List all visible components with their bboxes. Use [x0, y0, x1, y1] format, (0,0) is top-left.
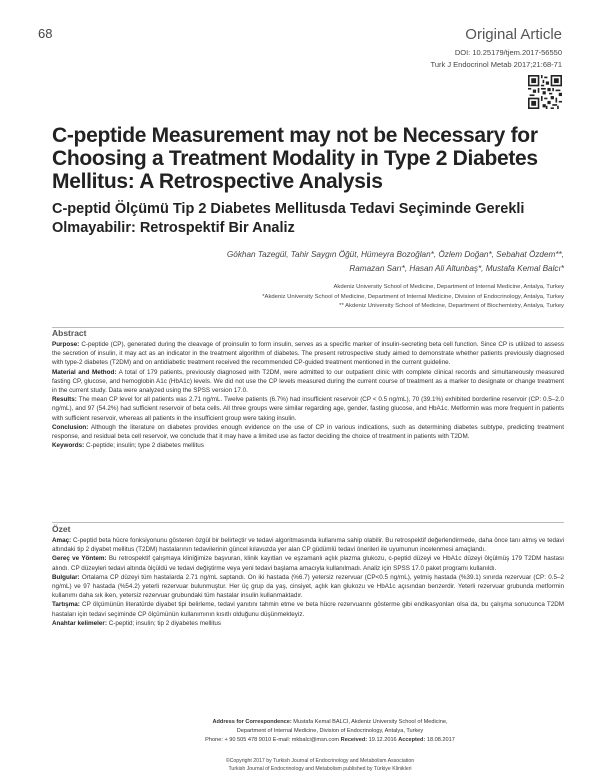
copyright-line: Turkish Journal of Endocrinology and Metabolism published by Türkiye Klinikleri — [228, 766, 412, 772]
affiliation: ** Akdeniz University School of Medicine, Department of Biochemistry, Antalya, Turkey — [339, 303, 564, 309]
ozet-gerec: Gereç ve Yöntem: Bu retrospektif çalışmaya kliniğimize başvuran, klinik kayıtları ve eşzamanlı açlık plazma glukozu, c-peptid düzeyi ve HbA1c düzeyi ölçülmüş 179 T2DM hastası alındı. CP düzeyleri tedavi altında ölçüldü ve tedavi değiştirme veya yeni tedavi başlama amacıyla kullanılmadı. Analiz için SPSS 17.0 paket programı kullanıldı. — [52, 555, 564, 572]
accepted-date: 18.08.2017 — [426, 737, 455, 743]
affiliations — [124, 283, 564, 312]
correspondence-label: Address for Correspondence: — [212, 719, 292, 725]
abstract-results: Results: The mean CP level for all patients was 2.71 ng/mL. Twelve patients (6.7%) had insufficient reservoir (CP < 0.5 ng/mL), 70 (39.1%) exhibited borderline reservoir (CP: 0.5–2.0 ng/mL), and 97 (54.2%) had sufficient reservoir of beta cells. All three groups were similar regarding age, gender, fasting glucose, and HbA1c. Metformin was more frequent in patients with sufficient reservoir, whereas all patients in the insufficient group were taking insulin. — [52, 396, 564, 422]
correspondence-line: Mustafa Kemal BALCI, Akdeniz University School of Medicine, — [293, 719, 448, 725]
doi[interactable]: DOI: 10.25179/tjem.2017-56550 — [454, 48, 562, 57]
ozet-tartisma: Tartışma: CP ölçümünün literatürde diyabet tipi belirleme, tedavi yanıtını tahmin etme ve beta hücre rezervuarını gösterme gibi endikasyonları olsa da, bu çalışma sonucunca T2DM hastaları için tedavi seçiminde CP ölçümünün kullanımının kısıtlı olduğunu düşünmekteyiz. — [52, 601, 565, 618]
abstract-heading: Abstract — [52, 328, 87, 338]
affiliation: *Akdeniz University School of Medicine, Department of Internal Medicine, Division of Endocrinology, Antalya, Turkey — [262, 293, 564, 300]
ozet-body — [52, 536, 564, 628]
article-type: Original Article — [465, 26, 562, 43]
journal-reference: Turk J Endocrinol Metab 2017;21:68-71 — [430, 60, 562, 69]
authors-line-1: Gökhan Tazegül, Tahir Saygın Öğüt, Hümeyra Bozoğlan*, Özlem Doğan*, Sebahat Özdem**, — [226, 250, 564, 259]
ozet-anahtar: Anahtar kelimeler: C-peptid; insulin; tip 2 diyabetes mellitus — [52, 619, 222, 627]
article-title-english: C-peptide Measurement may not be Necessary for Choosing a Treatment Modality in Type 2 Diabetes Mellitus: A Retrospective Analysis — [52, 124, 538, 193]
authors-line-2: Ramazan Sarı*, Hasan Ali Altunbaş*, Mustafa Kemal Balcı* — [349, 264, 564, 273]
ozet-amac: Amaç: C-peptid beta hücre fonksiyonunu gösteren özgül bir belirteçtir ve tedavi algoritmasında kullanıma sahip olabilir. Bu retrospektif değerlendirmede, daha önce tanı almış ve tedavi altındaki tip 2 diyabet mellitus (T2DM) hastalarının tedavilerinin güncel kılavuzda yer alan CP güdümlü tedavi önerileri ile uyumunun incelenmesi amaçlandı. — [52, 537, 564, 554]
article-title-turkish: C-peptid Ölçümü Tip 2 Diabetes Mellitusda Tedavi Seçiminde Gerekli Olmayabilir: Retrospektif Bir Analiz — [52, 201, 525, 236]
ozet-divider — [52, 522, 564, 523]
abstract-divider — [52, 327, 564, 328]
copyright — [110, 757, 530, 773]
copyright-line: ©Copyright 2017 by Turkish Journal of Endocrinology and Metabolism Association — [225, 758, 415, 764]
abstract-keywords: Keywords: C-peptide; insulin; type 2 diabetes mellitus — [52, 442, 204, 450]
page-number: 68 — [38, 26, 53, 41]
abstract-body — [52, 340, 564, 450]
abstract-conclusion: Conclusion: Although the literature on diabetes provides enough evidence on the use of CP in various indications, such as determining diabetes subtype, predicting treatment response, and residual beta cell reservoir, we conclude that it may have a limited use as factor deciding the choice of treatment in patients with T2DM. — [52, 423, 564, 441]
ozet-heading: Özet — [52, 524, 71, 534]
ozet-bulgular: Bulgular: Ortalama CP düzeyi tüm hastalarda 2.71 ng/mL saptandı. On iki hastada (%6.7) yetersiz rezervuar (CP<0.5 ng/mL), yetmiş hastada (%39.1) sınırda rezervuar (CP: 0.5–2 ng/mL) ve 97 hastada (%54.2) yeterli rezervuar bulunmuştur. Her üç grup da yaş, cinsiyet, açlık kan glukozu ve HbA1c açısından benzerdir. Yeterli rezervuar grubunda metformin kullanımı daha sık iken, yetersiz rezervuar grubundaki tüm hastalar insulin kullanmaktadır. — [52, 573, 564, 600]
received-date: 19.12.2016 — [368, 737, 397, 743]
author-list — [94, 248, 564, 276]
correspondence-contact[interactable]: Phone: + 90 505 478 9010 E-mail: mkbalci@msn.com — [205, 737, 340, 743]
abstract-methods: Material and Method: A total of 179 patients, previously diagnosed with T2DM, were admitted to our outpatient clinic with complete clinical records and simultaneously measured fasting CP, glucose, and hemoglobin A1c (HbA1c) levels. We did not use the CP levels measured during the current course of treatment as a marker to designate or change treatment in the current study. Data were analyzed using the SPSS version 17.0. — [52, 368, 564, 395]
affiliation: Akdeniz University School of Medicine, Department of Internal Medicine, Antalya, Turkey — [333, 284, 564, 290]
correspondence-line: Department of Internal Medicine, Division of Endocrinology, Antalya, Turkey — [236, 728, 424, 734]
abstract-purpose: Purpose: C-peptide (CP), generated during the cleavage of proinsulin to form insulin, serves as a specific marker of insulin-secreting beta cell function. Since CP is utilized to assess the secretion of insulin, it may act as an indicator in the treatment algorithm of diabetes. The present retrospective study aimed to demonstrate whether patients previously diagnosed with type-2 diabetes (T2DM) and on antidiabetic treatment received the recommended CP-guided treatment mentioned in the current guideline. — [52, 341, 564, 367]
correspondence-address: Address for Correspondence: Mustafa Kemal BALCI, Akdeniz University School of Medicine, Department of Internal Medicine, Division of Endocrinology, Antalya, Turkey Phone: + 90 505 478 9010 E-mail: mkbalci@msn.com Received: 19.12.2016 Accepted: 18.08.2017 — [120, 718, 540, 745]
qr-code-icon — [528, 75, 562, 109]
